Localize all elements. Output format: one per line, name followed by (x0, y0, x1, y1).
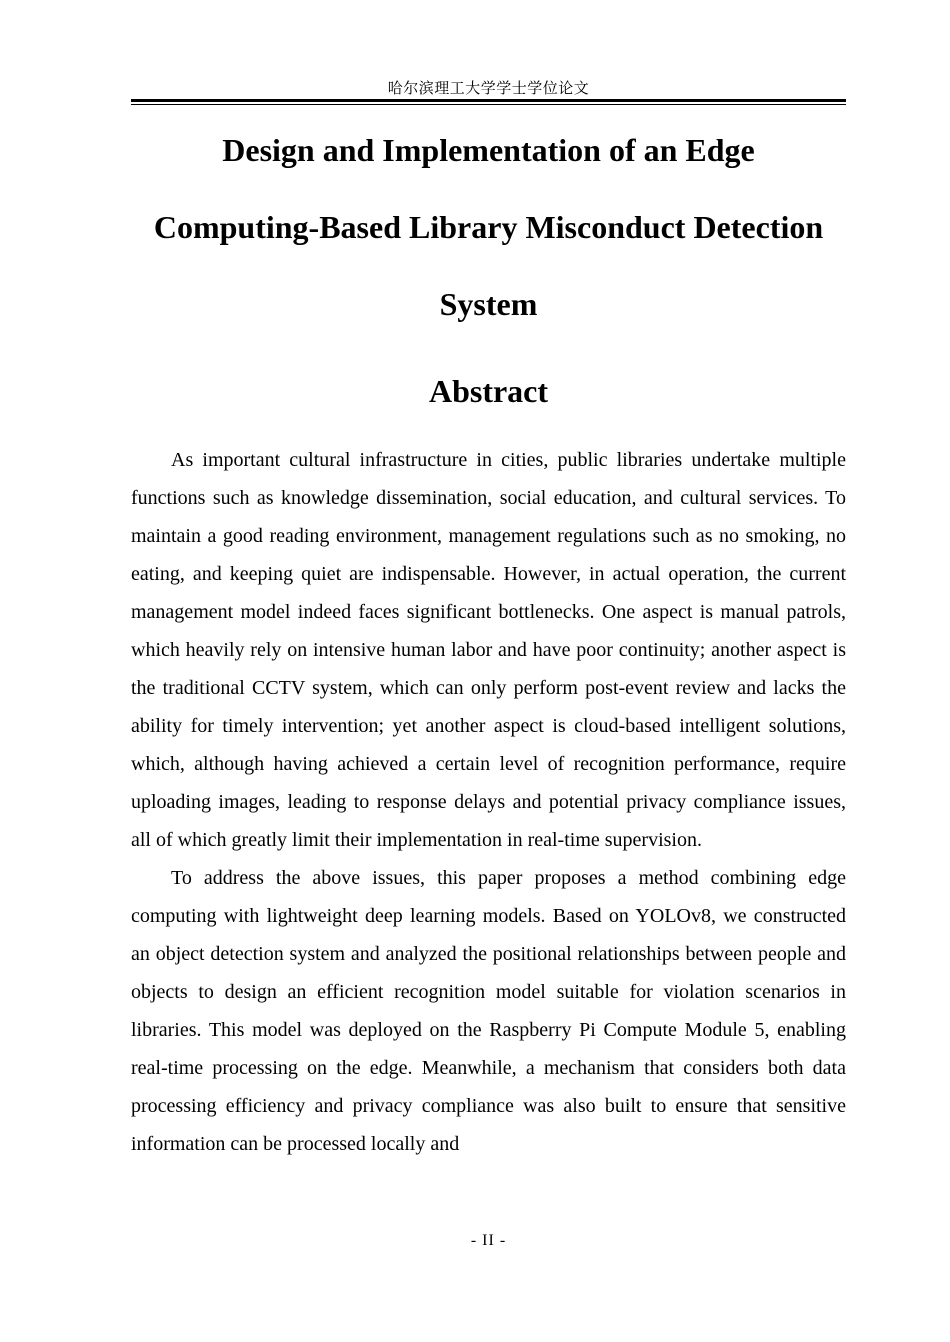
header-rule-thick (131, 99, 846, 102)
abstract-paragraph-1: As important cultural infrastructure in cities, public libraries undertake multiple functions such as knowledge dissemination, social education, and cultural services. To maintain a good reading environment, management regulations such as no smoking, no eating, and keeping quiet are indispensable. However, in actual operation, the current management model indeed faces significant bottlenecks. One aspect is manual patrols, which heavily rely on intensive human labor and have poor continuity; another aspect is the traditional CCTV system, which can only perform post-event review and lacks the ability for timely intervention; yet another aspect is cloud-based intelligent solutions, which, although having achieved a certain level of recognition performance, require uploading images, leading to response delays and potential privacy compliance issues, all of which greatly limit their implementation in real-time supervision. (131, 449, 846, 851)
abstract-body (131, 441, 846, 1163)
thesis-title (131, 127, 846, 358)
header-rule-thin (131, 104, 846, 105)
title-line-1: Design and Implementation of an Edge (222, 132, 755, 168)
title-line-3: System (439, 286, 538, 322)
abstract-heading: Abstract (428, 373, 549, 409)
header-rule (131, 99, 846, 105)
page-number: - II - (470, 1232, 507, 1249)
abstract-paragraph-2: To address the above issues, this paper proposes a method combining edge computing with lightweight deep learning models. Based on YOLOv8, we constructed an object detection system and analyzed the positional relationships between people and objects to design an efficient recognition model suitable for violation scenarios in libraries. This model was deployed on the Raspberry Pi Compute Module 5, enabling real-time processing on the edge. Meanwhile, a mechanism that considers both data processing efficiency and privacy compliance was also built to ensure that sensitive information can be processed locally and (131, 867, 846, 1155)
title-line-2: Computing-Based Library Misconduct Detection (153, 209, 824, 245)
running-header: 哈尔滨理工大学学士学位论文 (387, 79, 590, 97)
